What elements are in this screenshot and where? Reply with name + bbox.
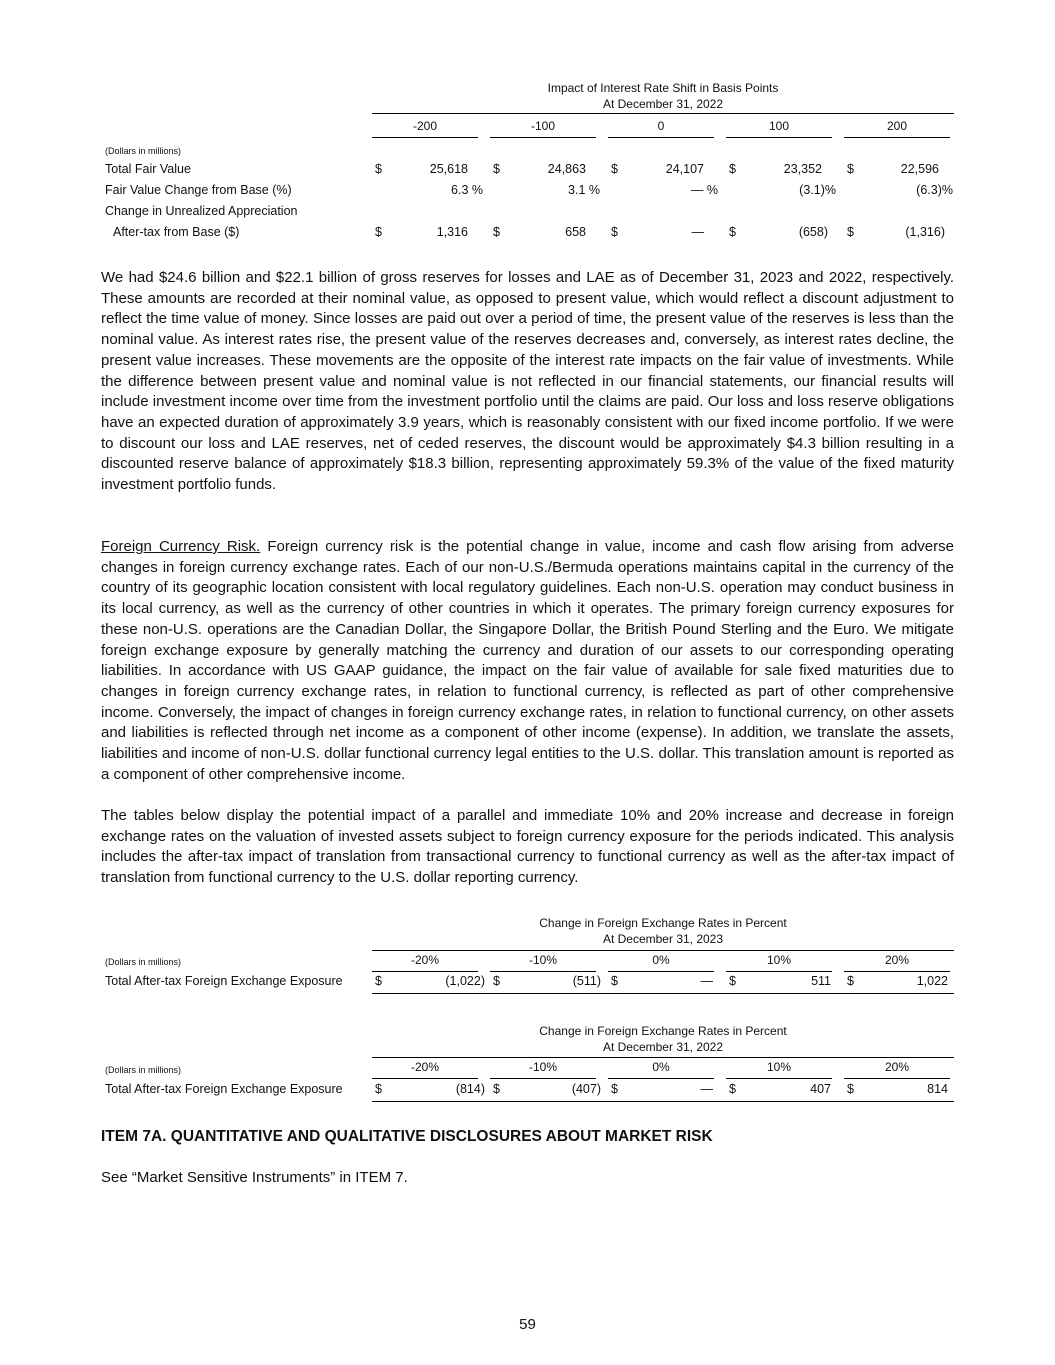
rate-cell: 24,863 (547, 162, 586, 176)
rate-cell: (658) (798, 225, 828, 239)
rate-cell: 658 (565, 225, 586, 239)
rate-cell: 22,596 (900, 162, 939, 176)
rate-cell: — % (690, 183, 718, 197)
dollar-sign: $ (493, 162, 500, 176)
fx-cell: 407 (810, 1082, 831, 1096)
fx-2022-title-2: At December 31, 2022 (602, 1040, 724, 1054)
rate-cell: (1,316) (905, 225, 945, 239)
fx-col-header: 20% (844, 1060, 950, 1079)
fx-cell: (407) (571, 1082, 601, 1096)
fx-cell: (1,022) (445, 974, 485, 988)
rate-table-units: (Dollars in millions) (105, 146, 182, 156)
rate-col-header: -100 (490, 119, 596, 138)
dollar-sign: $ (375, 1082, 382, 1096)
rate-cell: 1,316 (436, 225, 468, 239)
fx-cell: (511) (572, 974, 601, 988)
fx-col-header: 0% (608, 953, 714, 972)
fx-cell: (814) (455, 1082, 485, 1096)
rate-table-title-2: At December 31, 2022 (602, 97, 724, 111)
dollar-sign: $ (847, 974, 854, 988)
fx-col-header: -10% (490, 1060, 596, 1079)
fx-2023-bottom-rule (372, 993, 954, 994)
fx-2022-top-rule (372, 1057, 954, 1058)
fx-col-header: 10% (726, 1060, 832, 1079)
dollar-sign: $ (729, 1082, 736, 1096)
dollar-sign: $ (847, 225, 854, 239)
dollar-sign: $ (611, 1082, 618, 1096)
rate-col-header: 0 (608, 119, 714, 138)
dollar-sign: $ (729, 162, 736, 176)
item-7a-heading: ITEM 7A. QUANTITATIVE AND QUALITATIVE DISCLOSURES ABOUT MARKET RISK (101, 1128, 713, 1145)
dollar-sign: $ (847, 1082, 854, 1096)
foreign-currency-paragraph (101, 537, 954, 785)
fx-col-header: -20% (372, 1060, 478, 1079)
dollar-sign: $ (493, 974, 500, 988)
dollar-sign: $ (375, 225, 382, 239)
rate-cell: — (691, 225, 704, 239)
dollar-sign: $ (493, 1082, 500, 1096)
fx-cell: 814 (927, 1082, 948, 1096)
rate-row-label: Change in Unrealized Appreciation (105, 204, 298, 218)
dollar-sign: $ (729, 974, 736, 988)
fx-2022-bottom-rule (372, 1101, 954, 1102)
fx-cell: — (700, 974, 713, 988)
reserves-paragraph: We had $24.6 billion and $22.1 billion of gross reserves for losses and LAE as of December 31, 2023 and 2022, respectively. These amounts are recorded at their nominal value, as opposed to present value, which would reflect a discount adjustment to reflect the time value of money. Since losses are paid out over a period of time, the present value of the reserves is less than the nominal value. As interest rates rise, the present value of the reserves decreases and, conversely, as interest rates decline, the present value increases. These movements are the opposite of the interest rate impacts on the fair value of investments. While the difference between present value and nominal value is not reflected in our financial statements, our financial results will include investment income over time from the investment portfolio until the claims are paid. Our loss and loss reserve obligations have an expected duration of approximately 3.9 years, which is reasonably consistent with our fixed income portfolio. If we were to discount our loss and LAE reserves, net of ceded reserves, the discount would be approximately $4.3 billion resulting in a discounted reserve balance of approximately $18.3 billion, representing approximately 59.3% of the value of the fixed maturity investment portfolio funds. (101, 269, 954, 494)
fx-col-header: -10% (490, 953, 596, 972)
fx-2022-units: (Dollars in millions) (105, 1065, 182, 1075)
rate-table-top-rule (372, 113, 954, 114)
see-reference-line: See “Market Sensitive Instruments” in ITEM 7. (101, 1169, 408, 1186)
rate-cell: 23,352 (783, 162, 822, 176)
rate-cell: (6.3)% (916, 183, 953, 197)
fx-tables-intro-paragraph: The tables below display the potential impact of a parallel and immediate 10% and 20% increase and decrease in foreign exchange rates on the valuation of invested assets subject to foreign currency exposure for the periods indicated. This analysis includes the after-tax impact of translation from transactional currency to functional currency as well as the after-tax impact of translation from functional currency to the U.S. dollar reporting currency. (101, 807, 954, 887)
fx-2023-top-rule (372, 950, 954, 951)
fx-col-header: 10% (726, 953, 832, 972)
fx-cell: 511 (811, 974, 831, 988)
dollar-sign: $ (611, 225, 618, 239)
dollar-sign: $ (611, 974, 618, 988)
rate-row-label: Fair Value Change from Base (%) (105, 183, 292, 197)
dollar-sign: $ (847, 162, 854, 176)
rate-row-label: After-tax from Base ($) (113, 225, 240, 239)
fx-col-header: 20% (844, 953, 950, 972)
fx-row-label: Total After-tax Foreign Exchange Exposure (105, 974, 343, 988)
fx-cell: — (700, 1082, 713, 1096)
rate-cell: 25,618 (429, 162, 468, 176)
dollar-sign: $ (729, 225, 736, 239)
fx-2023-title-1: Change in Foreign Exchange Rates in Percent (539, 916, 787, 930)
rate-col-header: 200 (844, 119, 950, 138)
rate-cell: 6.3 % (451, 183, 483, 197)
fx-col-header: 0% (608, 1060, 714, 1079)
foreign-currency-risk-body: Foreign currency risk is the potential change in value, income and cash flow arising from adverse changes in foreign currency exchange rates. Each of our non-U.S./Bermuda operations maintains capital in the currency of the country of its geographic location consistent with local regulatory guidelines. Each non-U.S. operation may conduct business in its local currency, as well as the currency of other countries in which it operates. The primary foreign currency exposures for these non-U.S. operations are the Canadian Dollar, the Singapore Dollar, the British Pound Sterling and the Euro. We mitigate foreign exchange exposure by generally matching the currency and duration of our assets to our corresponding operating liabilities. In accordance with US GAAP guidance, the impact on the fair value of available for sale fixed maturities due to changes in foreign currency exchange rates, in relation to functional currency, is reflected as part of other comprehensive income. Conversely, the impact of changes in foreign currency exchange rates, in relation to functional currency, on other assets and liabilities is reflected through net income as a component of other income (expense). In addition, we translate the assets, liabilities and income of non-U.S. dollar functional currency legal entities to the U.S. dollar. This translation amount is reported as a component of other comprehensive income. (101, 538, 954, 783)
rate-col-header: 100 (726, 119, 832, 138)
fx-2023-title-2: At December 31, 2023 (602, 932, 724, 946)
fx-cell: 1,022 (916, 974, 948, 988)
dollar-sign: $ (375, 162, 382, 176)
foreign-currency-risk-title: Foreign Currency Risk. (101, 538, 261, 555)
rate-cell: 24,107 (665, 162, 704, 176)
dollar-sign: $ (611, 162, 618, 176)
dollar-sign: $ (493, 225, 500, 239)
fx-2022-title-1: Change in Foreign Exchange Rates in Percent (539, 1024, 787, 1038)
rate-col-header: -200 (372, 119, 478, 138)
rate-table-title-1: Impact of Interest Rate Shift in Basis Points (547, 81, 779, 95)
rate-cell: (3.1)% (799, 183, 836, 197)
fx-2023-units: (Dollars in millions) (105, 957, 182, 967)
dollar-sign: $ (375, 974, 382, 988)
fx-row-label: Total After-tax Foreign Exchange Exposure (105, 1082, 343, 1096)
rate-cell: 3.1 % (568, 183, 600, 197)
rate-row-label: Total Fair Value (105, 162, 191, 176)
fx-col-header: -20% (372, 953, 478, 972)
page-number: 59 (519, 1316, 536, 1333)
